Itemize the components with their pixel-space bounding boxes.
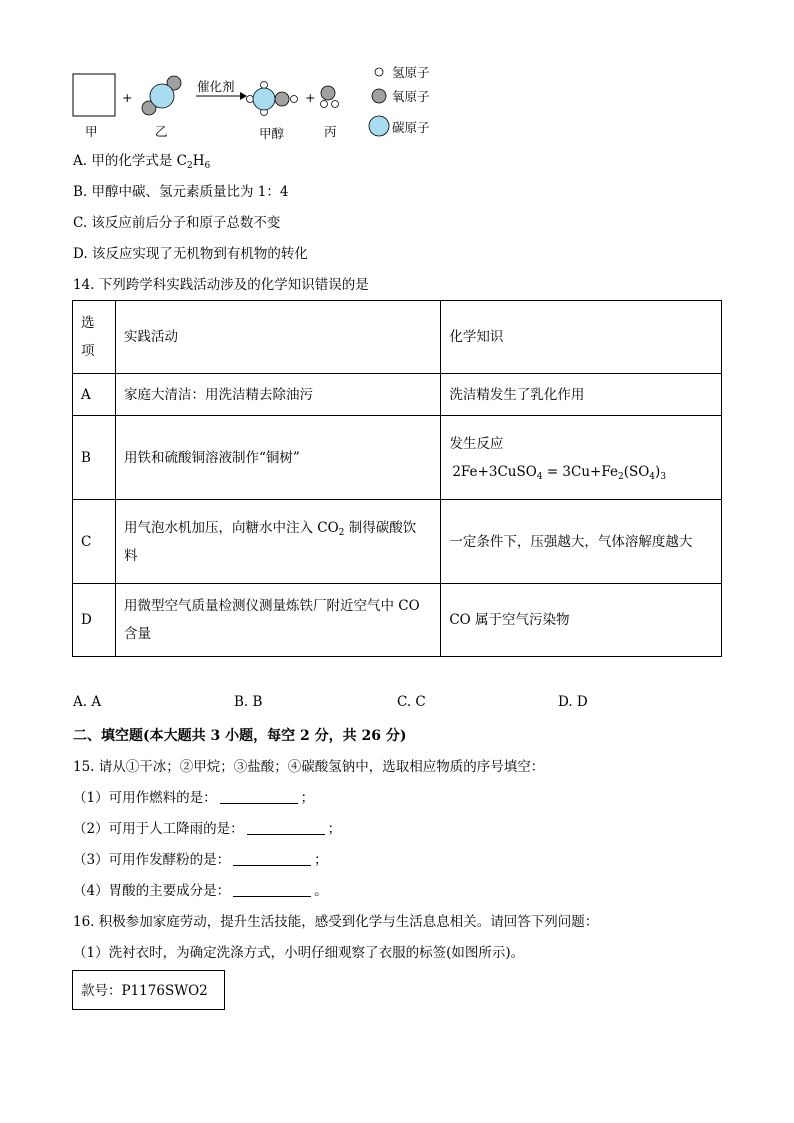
- q14-answer-c: C. C: [397, 694, 426, 710]
- q15-item-2: [73, 819, 341, 839]
- table-row: [73, 500, 722, 584]
- header-option-line1: 选: [81, 315, 95, 331]
- q13-option-b: B. 甲醇中碳、氢元素质量比为 1：4: [73, 184, 289, 200]
- row-a-knowledge: 洗洁精发生了乳化作用: [441, 374, 722, 416]
- methanol-hydrogen-1: [261, 82, 268, 89]
- q15-item-1-end: ；: [300, 790, 315, 806]
- eq-sub1: 4: [536, 471, 543, 482]
- catalyst-label: 催化剂: [197, 79, 235, 94]
- q15-item-1: [73, 788, 314, 808]
- row-c-activity-sub: 2: [338, 527, 345, 538]
- row-a-option: A: [73, 374, 116, 416]
- eq-part1: 2Fe+3CuSO: [452, 463, 537, 480]
- legend-hydrogen-label: 氢原子: [392, 65, 430, 80]
- row-d-activity-a: 用微型空气质量检测仪测量炼铁厂附近空气中 CO: [123, 598, 420, 614]
- q13-option-a-sub2: 6: [204, 161, 211, 171]
- q14-stem: 14. 下列跨学科实践活动涉及的化学知识错误的是: [73, 277, 369, 293]
- row-b-knowledge-line1: 发生反应: [449, 435, 504, 452]
- bing-hydrogen-2: [332, 101, 339, 108]
- methanol-hydrogen-2: [247, 96, 254, 103]
- label-jia: 甲: [85, 124, 98, 139]
- yi-carbon-atom: [150, 84, 174, 108]
- header-activity: 实践活动: [115, 301, 440, 374]
- q15-item-2-end: ；: [327, 821, 342, 837]
- eq-sub2: 2: [617, 471, 624, 482]
- row-c-knowledge: 一定条件下，压强越大，气体溶解度越大: [441, 500, 722, 584]
- q15-item-1-text: （1）可用作燃料的是：: [73, 790, 217, 806]
- q15-item-4-text: （4）胃酸的主要成分是：: [73, 883, 231, 899]
- eq-part3: (SO: [623, 463, 650, 480]
- legend-oxygen-icon: [372, 89, 386, 103]
- q15-item-3-end: ；: [314, 852, 328, 868]
- q14-table: [72, 300, 722, 657]
- row-c-activity-c: 料: [123, 547, 138, 564]
- eq-part4: ): [655, 463, 661, 480]
- label-methanol: 甲醇: [259, 126, 285, 141]
- eq-sub4: 3: [660, 471, 667, 482]
- header-option-line2: 项: [81, 343, 95, 359]
- row-b-equation: [449, 458, 713, 486]
- q16-stem: 16. 积极参加家庭劳动，提升生活技能，感受到化学与生活息息相关。请回答下列问题：: [73, 914, 599, 930]
- row-d-option: D: [73, 584, 116, 657]
- row-c-activity-a: 用气泡水机加压，向糖水中注入 CO: [123, 519, 339, 536]
- clothing-label-box: 款号：P1176SWO2: [72, 970, 225, 1010]
- eq-sub3: 4: [649, 471, 656, 482]
- legend-hydrogen-icon: [375, 68, 383, 76]
- methanol-oxygen-atom: [275, 92, 289, 106]
- q13-option-a: [73, 151, 210, 171]
- q15-stem: 15. 请从①干冰；②甲烷；③盐酸；④碳酸氢钠中，选取相应物质的序号填空：: [73, 759, 545, 775]
- reaction-diagram: [70, 60, 450, 145]
- answer-blank[interactable]: [233, 851, 311, 866]
- legend-carbon-label: 碳原子: [392, 120, 430, 135]
- table-row: [73, 584, 722, 657]
- eq-part2: = 3Cu+Fe: [542, 463, 618, 480]
- q15-item-4: [73, 881, 328, 901]
- q15-item-3: [73, 850, 328, 870]
- jia-box: [73, 74, 115, 116]
- answer-blank[interactable]: [247, 820, 325, 835]
- label-bing: 丙: [324, 124, 337, 139]
- methanol-hydrogen-4: [291, 96, 298, 103]
- row-c-activity: [115, 500, 440, 584]
- plus-sign-1: +: [122, 90, 133, 105]
- row-c-option: C: [73, 500, 116, 584]
- q14-answer-b: B. B: [234, 694, 263, 710]
- table-header-row: [73, 301, 722, 374]
- q15-item-2-text: （2）可用于人工降雨的是：: [73, 821, 244, 837]
- row-d-activity: [115, 584, 440, 657]
- table-row: [73, 416, 722, 500]
- header-knowledge: 化学知识: [441, 301, 722, 374]
- q13-option-a-sub1: 2: [186, 161, 193, 171]
- bing-hydrogen-1: [321, 101, 328, 108]
- row-b-activity: 用铁和硫酸铜溶液制作“铜树”: [115, 416, 440, 500]
- answer-blank[interactable]: [233, 882, 311, 897]
- row-b-option: B: [73, 416, 116, 500]
- plus-sign-2: +: [305, 90, 316, 105]
- q13-option-d: D. 该反应实现了无机物到有机物的转化: [73, 246, 308, 262]
- q14-answer-a: A. A: [73, 694, 102, 710]
- row-d-knowledge: CO 属于空气污染物: [441, 584, 722, 657]
- q13-option-a-text: A. 甲的化学式是 C: [73, 153, 187, 169]
- bing-oxygen-atom: [321, 86, 335, 100]
- q15-item-4-end: 。: [314, 883, 328, 899]
- label-yi: 乙: [155, 124, 168, 139]
- legend-carbon-icon: [369, 116, 389, 136]
- row-b-knowledge: [441, 416, 722, 500]
- row-d-activity-b: 含量: [123, 626, 151, 642]
- q15-item-3-text: （3）可用作发酵粉的是：: [73, 852, 231, 868]
- legend-oxygen-label: 氧原子: [392, 89, 430, 104]
- reaction-arrowhead: [240, 92, 247, 100]
- methanol-carbon-atom: [253, 88, 275, 110]
- q14-answer-d: D. D: [558, 694, 588, 710]
- table-row: [73, 374, 722, 416]
- answer-blank[interactable]: [220, 789, 298, 804]
- q13-option-c: C. 该反应前后分子和原子总数不变: [73, 215, 281, 231]
- header-option: [73, 301, 116, 374]
- row-c-activity-b: 制得碳酸饮: [344, 519, 417, 536]
- q16-sub1: （1）洗衬衣时，为确定洗涤方式，小明仔细观察了衣服的标签(如图所示)。: [73, 945, 525, 961]
- section-2-title: 二、填空题(本大题共 3 小题，每空 2 分，共 26 分): [73, 728, 407, 744]
- q13-option-a-mid: H: [192, 153, 205, 169]
- row-a-activity: 家庭大清洁：用洗洁精去除油污: [115, 374, 440, 416]
